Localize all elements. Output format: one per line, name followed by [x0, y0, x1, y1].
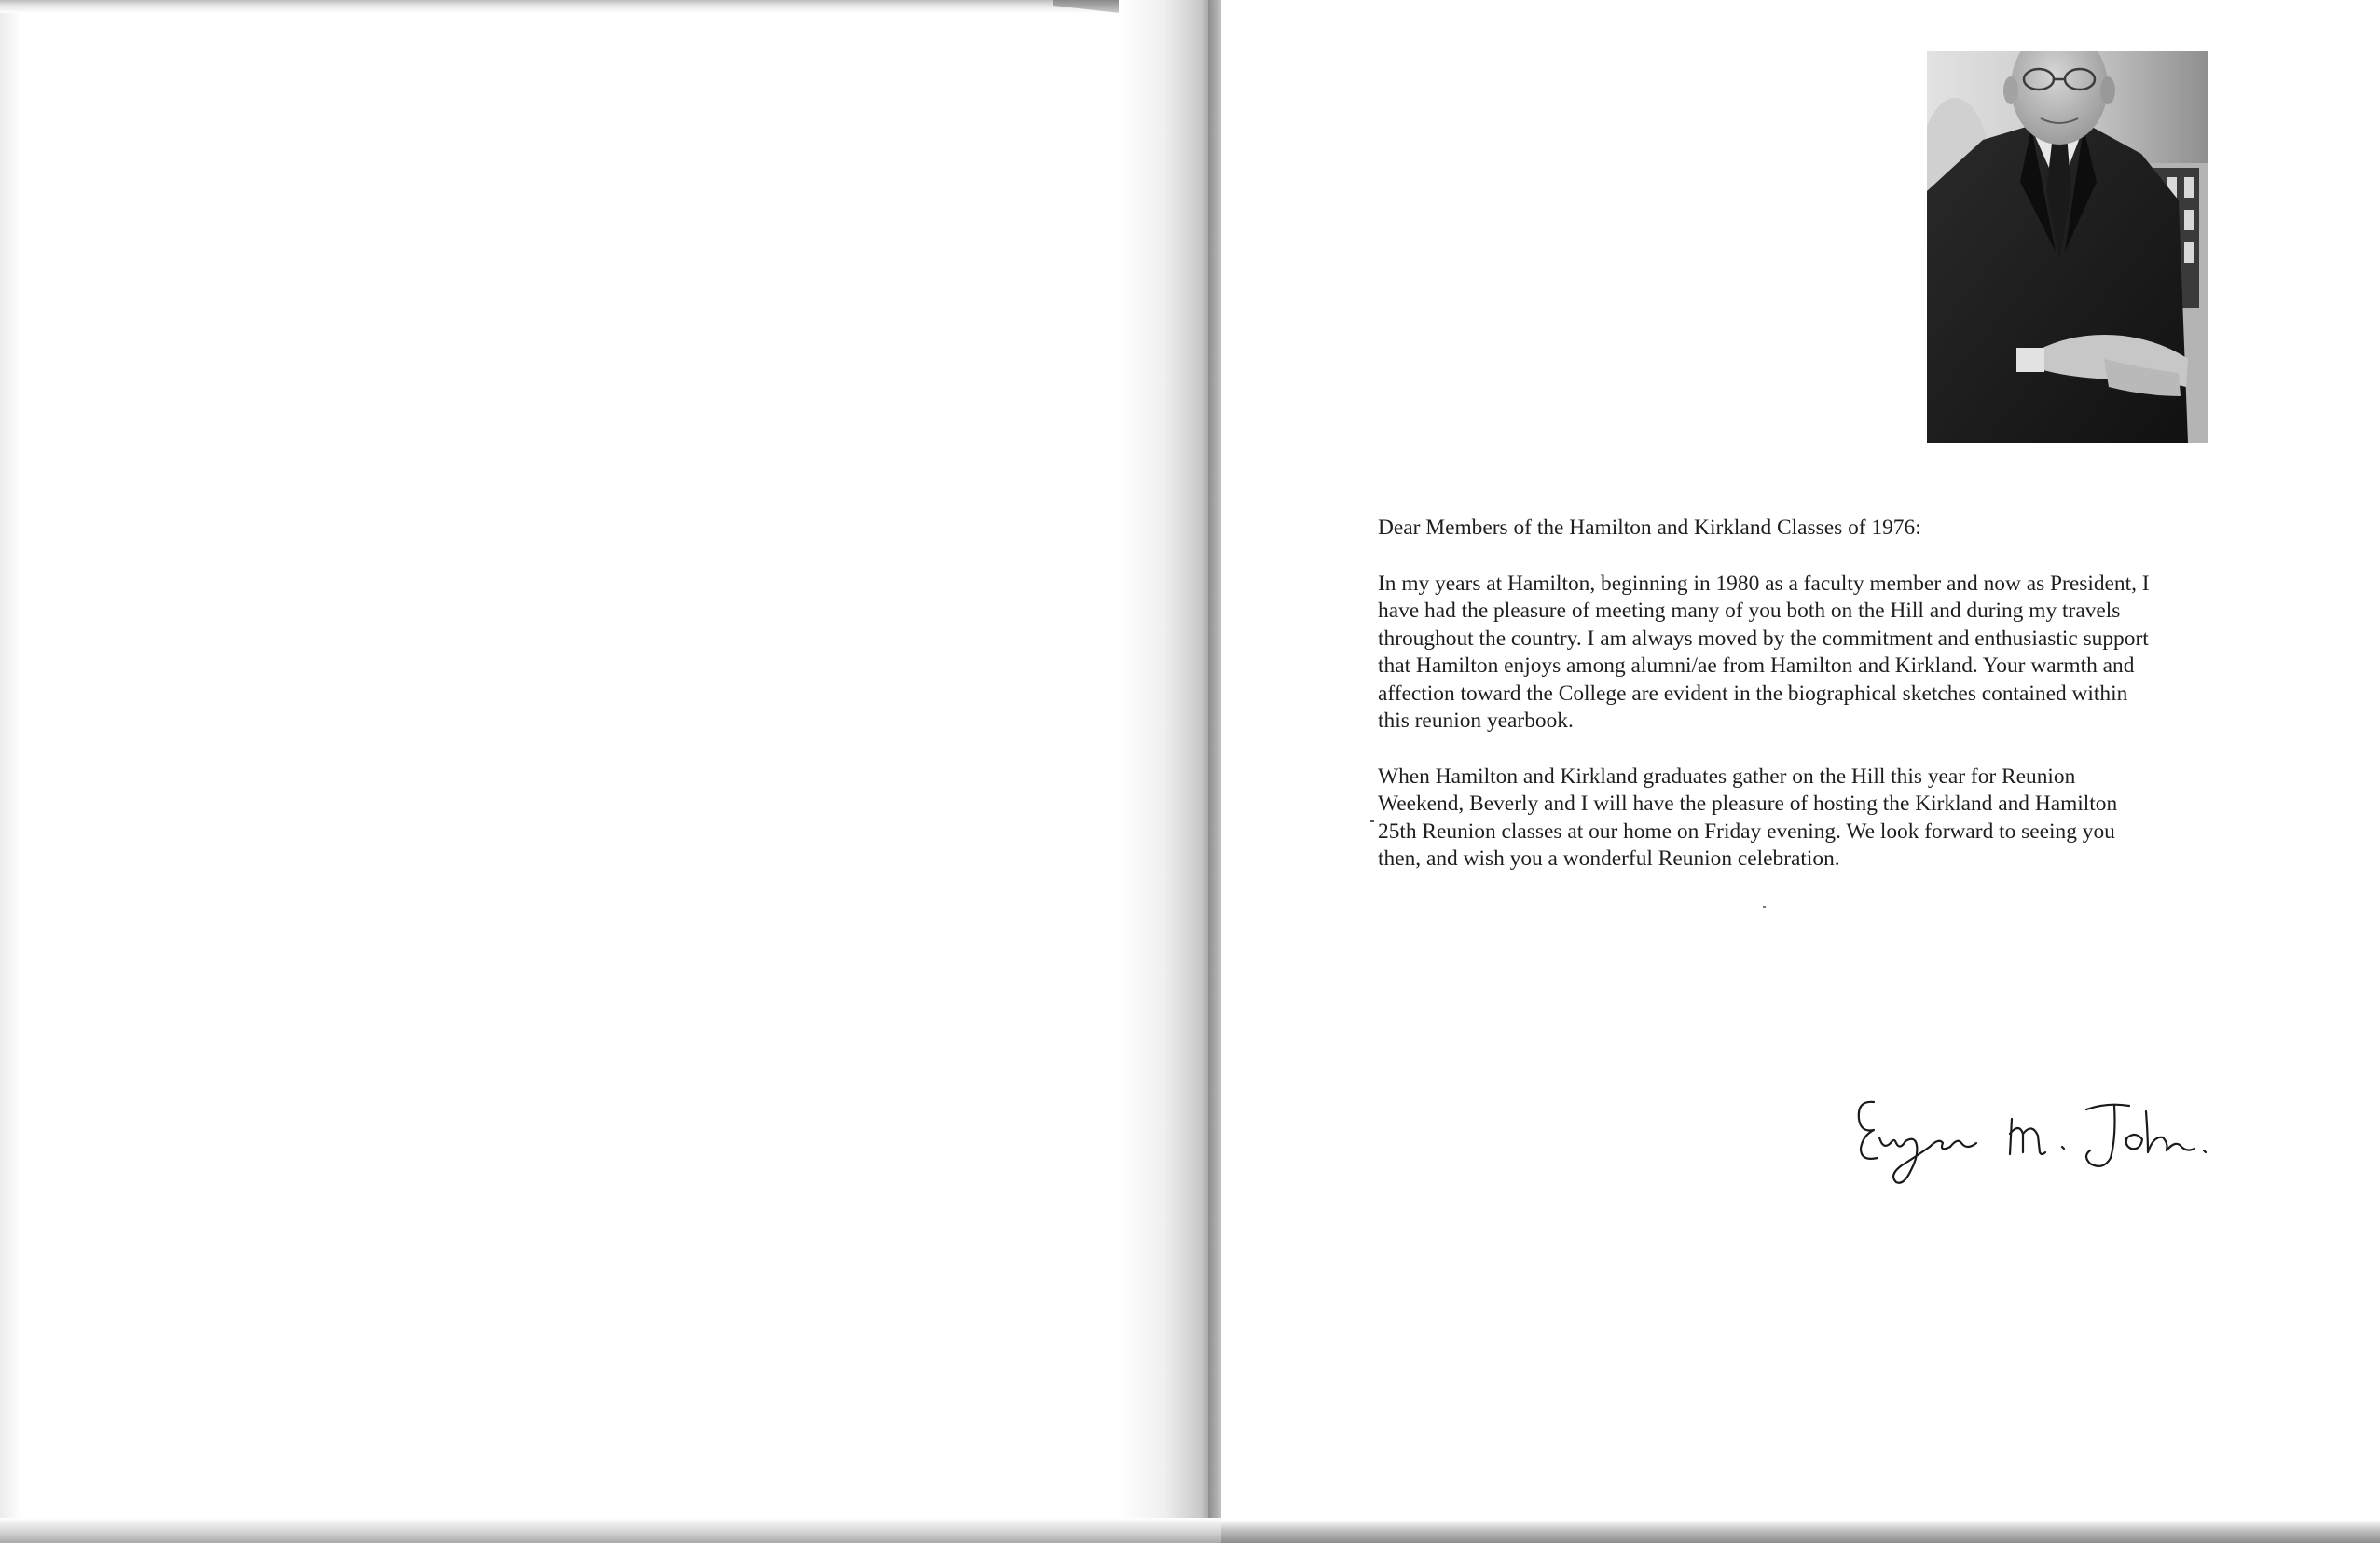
bottom-edge-shadow-right: [1221, 1520, 2380, 1543]
letter-salutation: Dear Members of the Hamilton and Kirkland Classes of 1976:: [1378, 516, 1921, 540]
letter-line: 25th Reunion classes at our home on Friday evening. We look forward to seeing you: [1378, 819, 2115, 844]
letter-line: this reunion yearbook.: [1378, 709, 1574, 733]
left-page-edge-shadow: [0, 0, 21, 1543]
letter-line: have had the pleasure of meeting many of you both on the Hill and during my travels: [1378, 599, 2121, 623]
letter-line: throughout the country. I am always moved by the commitment and enthusiastic support: [1378, 626, 2149, 651]
letter-line: then, and wish you a wonderful Reunion celebration.: [1378, 847, 1840, 871]
letter-body: [1378, 515, 2231, 902]
top-edge-shadow: [0, 0, 1212, 13]
letter-line: In my years at Hamilton, beginning in 1980 as a faculty member and now as President, I: [1378, 571, 2150, 596]
letter-paragraph-1: [1378, 571, 2231, 736]
president-portrait-photo: [1927, 51, 2208, 443]
scan-artifact-mark: [1370, 820, 1374, 822]
letter-line: that Hamilton enjoys among alumni/ae from Hamilton and Kirkland. Your warmth and: [1378, 654, 2135, 678]
bottom-edge-shadow-left: [0, 1518, 1221, 1543]
scan-artifact-dot: [1763, 906, 1766, 908]
letter-line: affection toward the College are evident in the biographical sketches contained within: [1378, 681, 2128, 706]
gutter-fold: [1208, 0, 1221, 1543]
handwritten-signature: [1846, 1081, 2219, 1203]
letter-paragraph-2: [1378, 764, 2231, 874]
letter-line: Weekend, Beverly and I will have the pleasure of hosting the Kirkland and Hamilton: [1378, 792, 2118, 816]
book-gutter: [1119, 0, 1221, 1543]
letter-line: When Hamilton and Kirkland graduates gather on the Hill this year for Reunion: [1378, 764, 2076, 789]
